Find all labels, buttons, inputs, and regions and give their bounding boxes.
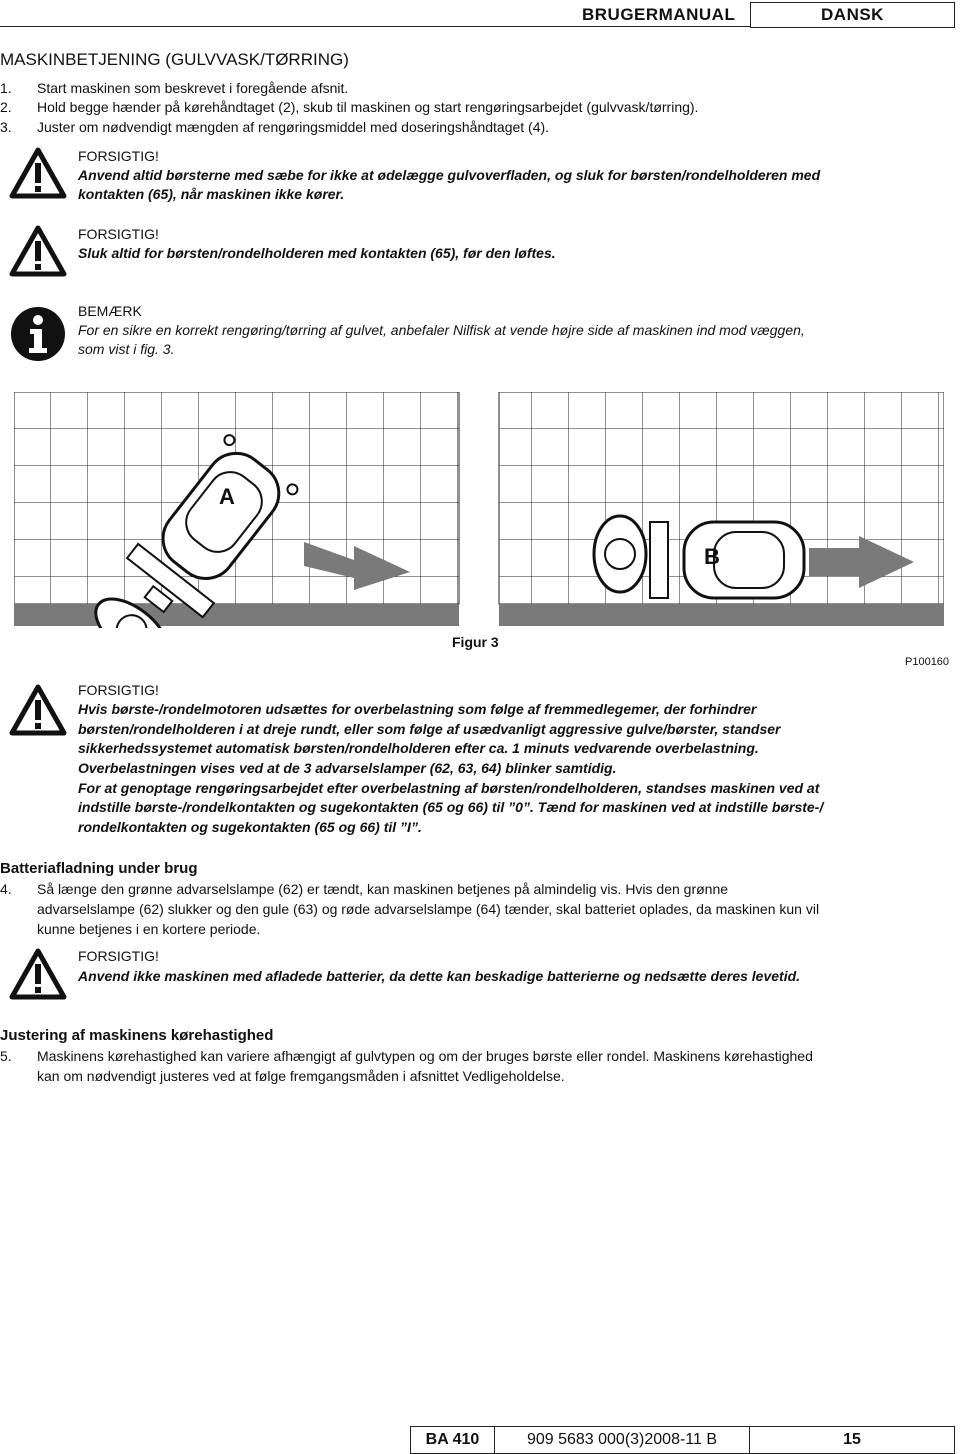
warning-icon bbox=[8, 224, 68, 278]
caution-text: Anvend ikke maskinen med afladede batterier, da dette kan beskadige batterierne og nedsætte deres levetid. bbox=[78, 968, 801, 984]
figure-3-illustration bbox=[14, 392, 944, 628]
panel-a bbox=[14, 392, 459, 628]
caution-text: sikkerhedssystemet automatisk børsten/rondelholderen efter ca. 1 minuts vedvarende overbelastning. bbox=[78, 740, 759, 756]
step-number: 1. bbox=[0, 80, 12, 96]
label-b: B bbox=[704, 544, 720, 569]
step-text: Juster om nødvendigt mængden af rengøringsmiddel med doseringshåndtaget (4). bbox=[37, 119, 550, 135]
battery-text: Så længe den grønne advarselslampe (62) er tændt, kan maskinen betjenes på almindelig vis. Hvis den grønne bbox=[37, 881, 729, 897]
caution-text: Sluk altid for børsten/rondelholderen med kontakten (65), før den løftes. bbox=[78, 245, 556, 261]
caution-text: Anvend altid børsterne med sæbe for ikke at ødelægge gulvoverfladen, og sluk for børsten/rondelholderen med bbox=[78, 167, 821, 183]
page-number: 15 bbox=[843, 1431, 861, 1448]
speed-text: Maskinens kørehastighed kan variere afhængigt af gulvtypen og om der bruges børste eller rondel. Maskinens kørehastighed bbox=[37, 1048, 813, 1064]
label-a: A bbox=[219, 484, 235, 509]
note-heading: BEMÆRK bbox=[78, 303, 142, 319]
caution-text: For at genoptage rengøringsarbejdet efter overbelastning af børsten/rondelholderen, standses maskinen ved at bbox=[78, 780, 820, 796]
warning-icon bbox=[8, 683, 68, 737]
section-title: MASKINBETJENING (GULVVASK/TØRRING) bbox=[0, 50, 349, 69]
caution-text: indstille børste-/rondelkontakten og sugekontakten (65 og 66) til ”0”. Tænd for maskinen ved at indstille børste-/ bbox=[78, 799, 824, 815]
caution-text: børsten/rondelholderen i at dreje rundt, eller som følge af usædvanligt aggressive gulve/børster, standser bbox=[78, 721, 781, 737]
caution-heading: FORSIGTIG! bbox=[78, 226, 159, 242]
footer-doc-number: 909 5683 000(3)2008-11 B bbox=[495, 1427, 750, 1453]
caution-heading: FORSIGTIG! bbox=[78, 682, 159, 698]
panel-b bbox=[499, 392, 944, 626]
battery-text: kunne betjenes i en kortere periode. bbox=[37, 921, 261, 937]
speed-heading: Justering af maskinens kørehastighed bbox=[0, 1027, 274, 1044]
speed-text: kan om nødvendigt justeres ved at følge fremgangsmåden i afsnittet Vedligeholdelse. bbox=[37, 1068, 565, 1084]
caution-text: Hvis børste-/rondelmotoren udsættes for overbelastning som følge af fremmedlegemer, der forhindrer bbox=[78, 701, 757, 717]
warning-icon bbox=[8, 146, 68, 200]
warning-icon bbox=[8, 947, 68, 1001]
footer bbox=[410, 1426, 955, 1454]
caution-heading: FORSIGTIG! bbox=[78, 148, 159, 164]
figure-caption: Figur 3 bbox=[452, 634, 499, 650]
footer-model: BA 410 bbox=[411, 1427, 495, 1453]
step-text: Hold begge hænder på kørehåndtaget (2), skub til maskinen og start rengøringsarbejdet (gulvvask/tørring). bbox=[37, 99, 699, 115]
battery-heading: Batteriafladning under brug bbox=[0, 860, 198, 877]
figure-code: P100160 bbox=[905, 656, 950, 668]
step-number: 2. bbox=[0, 99, 12, 115]
caution-text: Overbelastningen vises ved at de 3 advarselslamper (62, 63, 64) blinker samtidig. bbox=[78, 760, 617, 776]
language-label: DANSK bbox=[750, 2, 955, 28]
caution-text: rondelkontakten og sugekontakten (65 og 66) til ”I”. bbox=[78, 819, 422, 835]
step-text: Start maskinen som beskrevet i foregående afsnit. bbox=[37, 80, 349, 96]
caution-heading: FORSIGTIG! bbox=[78, 948, 159, 964]
step-number: 3. bbox=[0, 119, 12, 135]
header-rule bbox=[0, 26, 750, 27]
note-text: For en sikre en korrekt rengøring/tørring af gulvet, anbefaler Nilfisk at vende højre side af maskinen ind mod væggen, bbox=[78, 322, 805, 338]
info-icon bbox=[10, 306, 66, 362]
manual-label: BRUGERMANUAL bbox=[582, 5, 736, 24]
step-number: 5. bbox=[0, 1048, 12, 1064]
battery-text: advarselslampe (62) slukker og den gule (63) og røde advarselslampe (64) tænder, skal batteriet oplades, da maskinen kun vil bbox=[37, 901, 820, 917]
caution-text: kontakten (65), når maskinen ikke kører. bbox=[78, 186, 345, 202]
note-text: som vist i fig. 3. bbox=[78, 341, 175, 357]
step-number: 4. bbox=[0, 881, 12, 897]
